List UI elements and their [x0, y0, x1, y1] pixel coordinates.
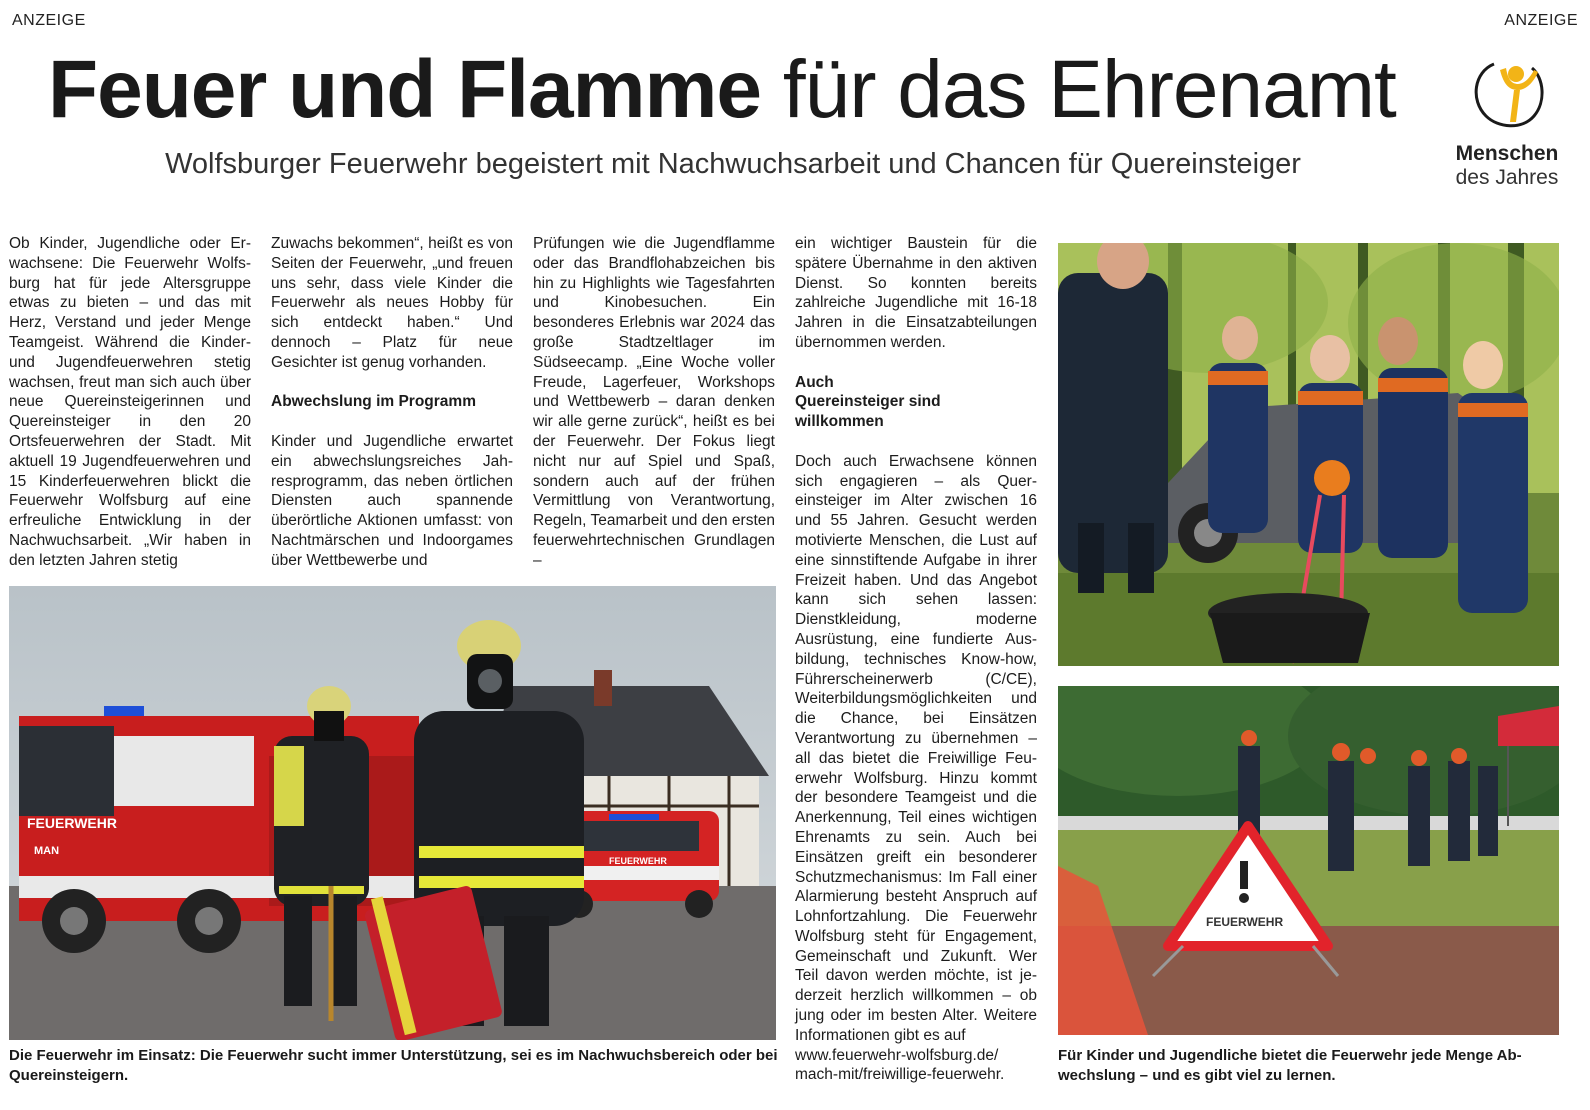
caption-photo-3: Für Kinder und Jugendliche bietet die Feuerwehr jede Menge Abwechslung – und es gibt viel zu lernen. [1058, 1047, 1522, 1084]
headline-light: für das Ehrenamt [782, 44, 1396, 135]
paragraph: ein wichtiger Baustein für die spätere Übernahme in den aktiven Dienst. So konnten bereits zahlreiche Jugendliche mit 16-18 Jahren in die Einsatzabteilungen übernommen werden. [795, 235, 1037, 351]
menschen-des-jahres-logo [1448, 50, 1566, 200]
paragraph: Ob Kinder, Jugendliche oder Erwachsene: Die Feuerwehr Wolfsburg hat für jede Altersgruppe etwas zu bieten – und das mit Herz, Verstand und jeder Menge Teamgeist. Während die Kinder- und Jugendfeuerwehren stetig wachsen, freut man sich auch über neue Quereinsteigerinnen und Quereinsteiger in den 20 Ortsfeuerwehren der Stadt. Mit aktuell 19 Jugendfeuerwehren und 15 Kinderfeuerwehren blickt die Feuerwehr Wolfsburg auf eine erfreuliche Entwicklung in der Nachwuchsarbeit. „Wir haben in den letzten Jahren stetig [9, 235, 251, 569]
subheadline: Wolfsburger Feuerwehr begeistert mit Nachwuchsarbeit und Chancen für Quereinsteiger [165, 148, 1301, 180]
logo-line-2: des Jahres [1455, 166, 1559, 189]
article-column-4 [795, 234, 1037, 1085]
link-line-1[interactable]: www.feuerwehr-wolfsburg.de/ [795, 1046, 999, 1064]
section-heading: Abwechslung im Programm [271, 393, 476, 411]
paragraph: Kinder und Jugendliche erwartet ein abwechslungsreiches Jahresprogramm, das neben örtlichen Diensten auch spannende überörtliche Aktionen umfasst: von Nachtmärschen und Indoorgames über Wettbewerbe und [271, 432, 513, 569]
person-figure-icon [1464, 50, 1550, 136]
photo-youth-fire-brigade [1058, 243, 1559, 666]
photo-firefighters-in-action [9, 586, 776, 1040]
van-label: FEUERWEHR [609, 856, 667, 866]
paragraph: Prüfungen wie die Jugendflamme oder das Brandflohabzeichen bis hin zu Highlights wie Tagesfahrten und Kinobesuchen. Ein besonderes Erlebnis war 2024 das große Stadtzeltlager im Südseecamp. „Eine Woche voller Freude, Lagerfeuer, Workshops und Wettbewerb – daran denken wir alle gerne zurück“, heißt es bei der Feuerwehr. Der Fokus liegt nicht nur auf Spiel und Spaß, sondern auch auf der frühen Vermittlung von Verantwortung, Regeln, Teamarbeit und den ersten feuerwehrtechnischen Grundlagen – [533, 235, 775, 569]
photo-competition-field [1058, 686, 1559, 1035]
section-heading: Auch Quereinsteiger sind willkommen [795, 373, 941, 431]
article-column-1 [9, 234, 251, 571]
headline-bold: Feuer und Flamme [48, 44, 762, 135]
article-column-2 [271, 234, 513, 571]
paragraph: Zuwachs bekommen“, heißt es von Seiten der Feuerwehr, „und freuen uns sehr, dass viele Kinder die Feuerwehr als neues Hobby für sich entdeckt haben.“ Und dennoch – Platz für neue Gesichter ist genug vorhanden. [271, 235, 513, 371]
sign-label: FEUERWEHR [1206, 915, 1284, 929]
paragraph: Doch auch Erwachsene können sich engagieren – als Quereinsteiger im Alter zwischen 16 und 55 Jahren. Gesucht werden motivierte Menschen, die Lust auf eine sinnstiftende Aufgabe in ihrer Freizeit haben. Und das Angebot kann sich sehen lassen: Dienstkleidung, moderne Ausrüstung, eine fundierte Ausbildung, technisches Know-how, Führerscheinerwerb (C/CE), Weiterbildungsmöglichkeiten und die Chance, bei Einsätzen Verantwortung zu übernehmen – all das bietet die Freiwillige Feuerwehr Wolfsburg. Hinzu kommt der besondere Teamgeist und die Anerkennung, Teil eines wichtigen Ehrenamts zu sein. Auch bei Einsätzen greift ein besonderer Schutzmechanismus: Im Fall einer Alarmierung besteht Anspruch auf Lohnfortzahlung. Die Feuerwehr Wolfsburg steht für Engagement, Gemeinschaft und Zukunft. Wer Teil davon werden möchte, ist jederzeit herzlich willkommen – ob jung oder im besten Alter. Weitere Informationen gibt es auf [795, 452, 1037, 1044]
logo-line-1: Menschen [1455, 142, 1559, 165]
link-line-2[interactable]: mach-mit/freiwillige-feuerwehr. [795, 1066, 1005, 1084]
truck-brand: MAN [34, 845, 60, 857]
truck-label: FEUERWEHR [27, 815, 117, 831]
headline [48, 42, 1396, 138]
ad-label-left: ANZEIGE [12, 12, 86, 29]
article-column-3 [533, 234, 775, 571]
ad-label-right: ANZEIGE [1504, 12, 1578, 29]
caption-photo-1: Die Feuerwehr im Einsatz: Die Feuerwehr sucht immer Unterstützung, sei es im Nachwuchsbereich oder bei Quereinsteigern. [9, 1047, 778, 1084]
